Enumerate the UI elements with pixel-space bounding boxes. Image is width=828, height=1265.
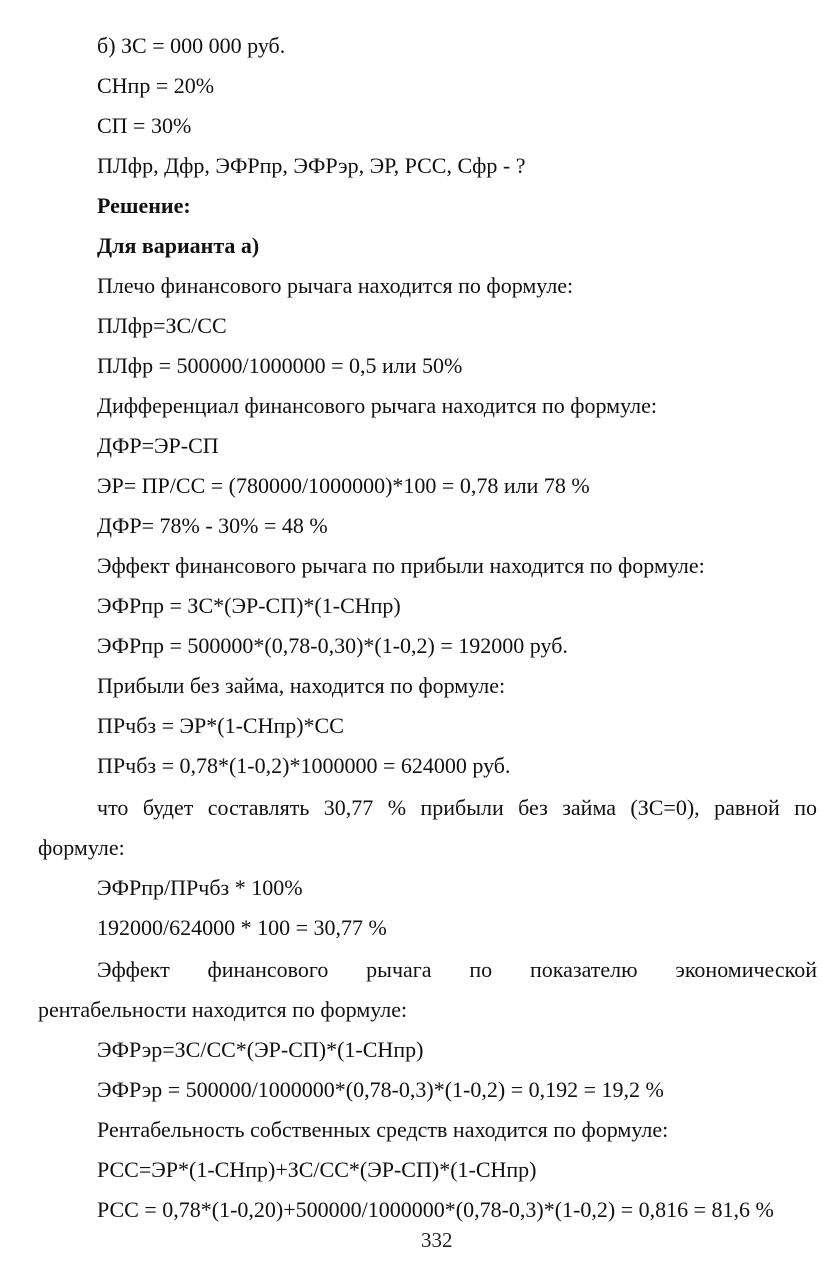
solution-heading: Решение: bbox=[97, 193, 191, 218]
text-line: Прибыли без займа, находится по формуле: bbox=[97, 673, 506, 698]
formula-line: РСС=ЭР*(1-СНпр)+ЗС/СС*(ЭР-СП)*(1-СНпр) bbox=[97, 1157, 537, 1182]
calculation-line: 192000/624000 * 100 = 30,77 % bbox=[97, 915, 387, 940]
text-line: Рентабельность собственных средств находится по формуле: bbox=[97, 1117, 669, 1142]
calculation-line: ЭР= ПР/СС = (780000/1000000)*100 = 0,78 или 78 % bbox=[97, 473, 590, 498]
formula-line: ПРчбз = ЭР*(1-СНпр)*СС bbox=[97, 713, 344, 738]
given-interest-rate: СП = 30% bbox=[97, 113, 192, 138]
calculation-line: РСС = 0,78*(1-0,20)+500000/1000000*(0,78-0,3)*(1-0,2) = 0,816 = 81,6 % bbox=[97, 1197, 774, 1222]
formula-line: ДФР=ЭР-СП bbox=[97, 433, 219, 458]
text-line: Эффект финансового рычага по прибыли находится по формуле: bbox=[97, 553, 705, 578]
given-loan-capital: б) ЗС = 000 000 руб. bbox=[97, 33, 286, 58]
word: % bbox=[387, 795, 407, 820]
word: без bbox=[518, 795, 548, 820]
paragraph-continuation: рентабельности находится по формуле: bbox=[38, 997, 408, 1022]
paragraph-line-justified bbox=[97, 957, 817, 983]
calculation-line: ДФР= 78% - 30% = 48 % bbox=[97, 513, 328, 538]
formula-line: ПЛфр=ЗС/СС bbox=[97, 313, 227, 338]
word: составлять bbox=[207, 795, 310, 820]
text-line: Дифференциал финансового рычага находится по формуле: bbox=[97, 393, 657, 418]
word: финансового bbox=[207, 957, 329, 982]
word: показателю bbox=[530, 957, 638, 982]
calculation-line: ПЛфр = 500000/1000000 = 0,5 или 50% bbox=[97, 353, 463, 378]
word: прибыли bbox=[420, 795, 504, 820]
word: по bbox=[469, 957, 493, 982]
page-number: 332 bbox=[421, 1229, 453, 1247]
paragraph-continuation: формуле: bbox=[38, 835, 125, 860]
calculation-line: ПРчбз = 0,78*(1-0,2)*1000000 = 624000 руб. bbox=[97, 753, 511, 778]
word: будет bbox=[142, 795, 194, 820]
calculation-line: ЭФРэр = 500000/1000000*(0,78-0,3)*(1-0,2) = 0,192 = 19,2 % bbox=[97, 1077, 664, 1102]
word: Эффект bbox=[97, 957, 170, 982]
word: что bbox=[97, 795, 129, 820]
variant-heading: Для варианта а) bbox=[97, 233, 260, 258]
formula-line: ЭФРпр/ПРчбз * 100% bbox=[97, 875, 303, 900]
word: 30,77 bbox=[323, 795, 374, 820]
formula-line: ЭФРэр=ЗС/СС*(ЭР-СП)*(1-СНпр) bbox=[97, 1037, 424, 1062]
paragraph-line-justified bbox=[97, 795, 817, 821]
word: рычага bbox=[366, 957, 432, 982]
text-line: Плечо финансового рычага находится по формуле: bbox=[97, 273, 574, 298]
word: (ЗС=0), bbox=[630, 795, 700, 820]
word: по bbox=[794, 795, 817, 820]
word: экономической bbox=[675, 957, 817, 982]
given-tax-rate: СНпр = 20% bbox=[97, 73, 215, 98]
formula-line: ЭФРпр = ЗС*(ЭР-СП)*(1-СНпр) bbox=[97, 593, 401, 618]
word: равной bbox=[714, 795, 780, 820]
word: займа bbox=[562, 795, 616, 820]
unknowns-line: ПЛфр, Дфр, ЭФРпр, ЭФРэр, ЭР, РСС, Сфр - ? bbox=[97, 153, 526, 178]
calculation-line: ЭФРпр = 500000*(0,78-0,30)*(1-0,2) = 192000 руб. bbox=[97, 633, 568, 658]
